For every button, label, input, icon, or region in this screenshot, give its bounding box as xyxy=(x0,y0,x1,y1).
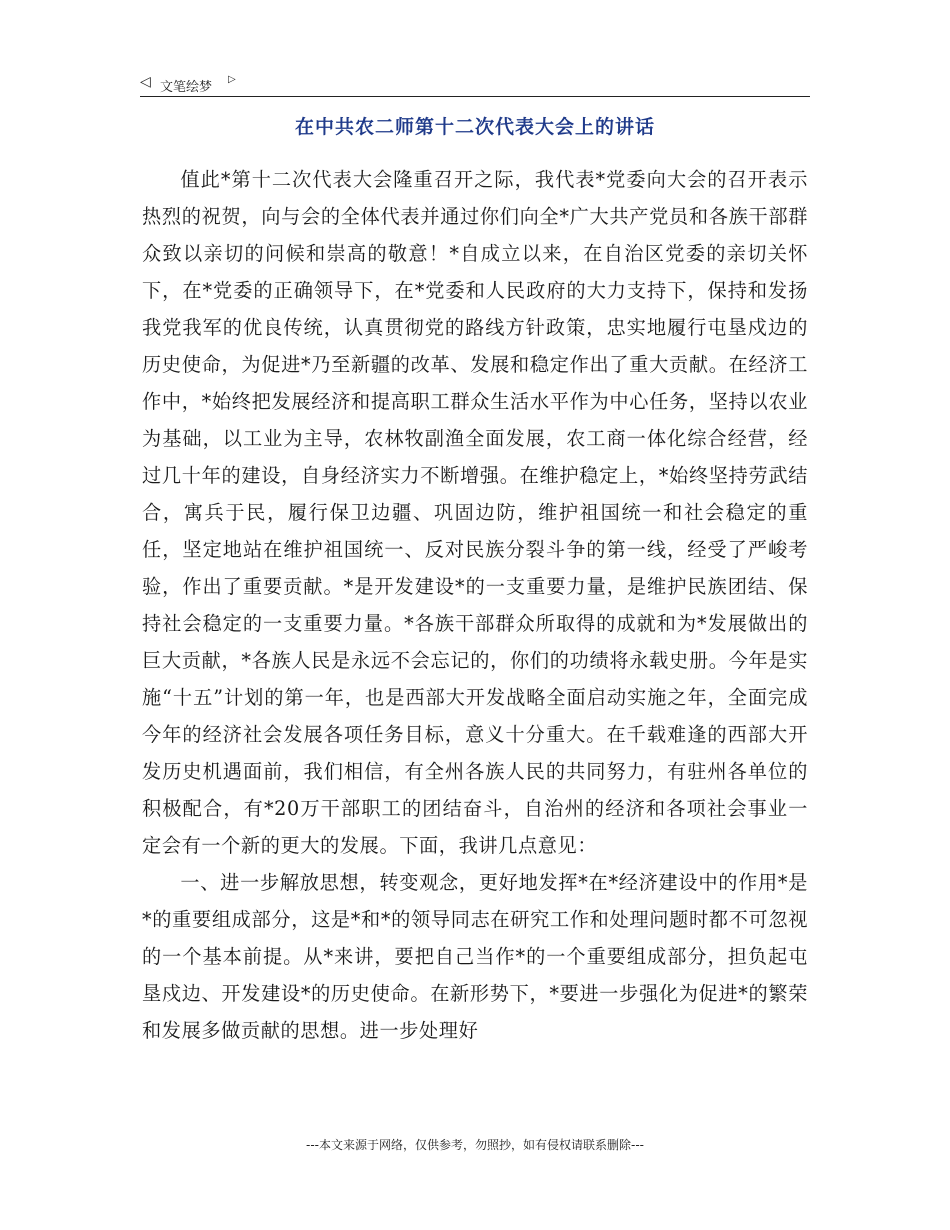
header-brand: 文笔绘梦 xyxy=(160,80,213,95)
arrow-right-icon: ▷ xyxy=(228,74,236,85)
paragraph: 一、进一步解放思想，转变观念，更好地发挥*在*经济建设中的作用*是*的重要组成部分，这是*和*的领导同志在研究工作和处理问题时都不可忽视的一个基本前提。从*来讲，要把自己当作*的一个重要组成部分，担负起屯垦戍边、开发建设*的历史使命。在新形势下，*要进一步强化为促进*的繁荣和发展多做贡献的思想。进一步处理好 xyxy=(142,871,808,1042)
paragraph: 值此*第十二次代表大会隆重召开之际，我代表*党委向大会的召开表示热烈的祝贺，向与会的全体代表并通过你们向全*广大共产党员和各族干部群众致以亲切的问候和崇高的敬意！*自成立以来，在自治区党委的亲切关怀下，在*党委的正确领导下，在*党委和人民政府的大力支持下，保持和发扬我党我军的优良传统，认真贯彻党的路线方针政策，忠实地履行屯垦戍边的历史使命，为促进*乃至新疆的改革、发展和稳定作出了重大贡献。在经济工作中，*始终把发展经济和提高职工群众生活水平作为中心任务，坚持以农业为基础，以工业为主导，农林牧副渔全面发展，农工商一体化综合经营，经过几十年的建设，自身经济实力不断增强。在维护稳定上，*始终坚持劳武结合，寓兵于民，履行保卫边疆、巩固边防，维护祖国统一和社会稳定的重任，坚定地站在维护祖国统一、反对民族分裂斗争的第一线，经受了严峻考验，作出了重要贡献。*是开发建设*的一支重要力量，是维护民族团结、保持社会稳定的一支重要力量。*各族干部群众所取得的成就和为*发展做出的巨大贡献，*各族人民是永远不会忘记的，你们的功绩将永载史册。今年是实施“十五”计划的第一年，也是西部大开发战略全面启动实施之年，全面完成今年的经济社会发展各项任务目标，意义十分重大。在千载难逢的西部大开发历史机遇面前，我们相信，有全州各族人民的共同努力，有驻州各单位的积极配合，有*20万干部职工的团结奋斗，自治州的经济和各项社会事业一定会有一个新的更大的发展。下面，我讲几点意见： xyxy=(142,168,808,857)
arrow-left-icon: ◁ xyxy=(140,74,151,90)
document-body xyxy=(142,161,808,1049)
document-title: 在中共农二师第十二次代表大会上的讲话 xyxy=(294,116,655,138)
page-header xyxy=(140,72,810,97)
source-notice-footer: ---本文来源于网络，仅供参考，勿照抄，如有侵权请联系删除--- xyxy=(306,1138,644,1152)
